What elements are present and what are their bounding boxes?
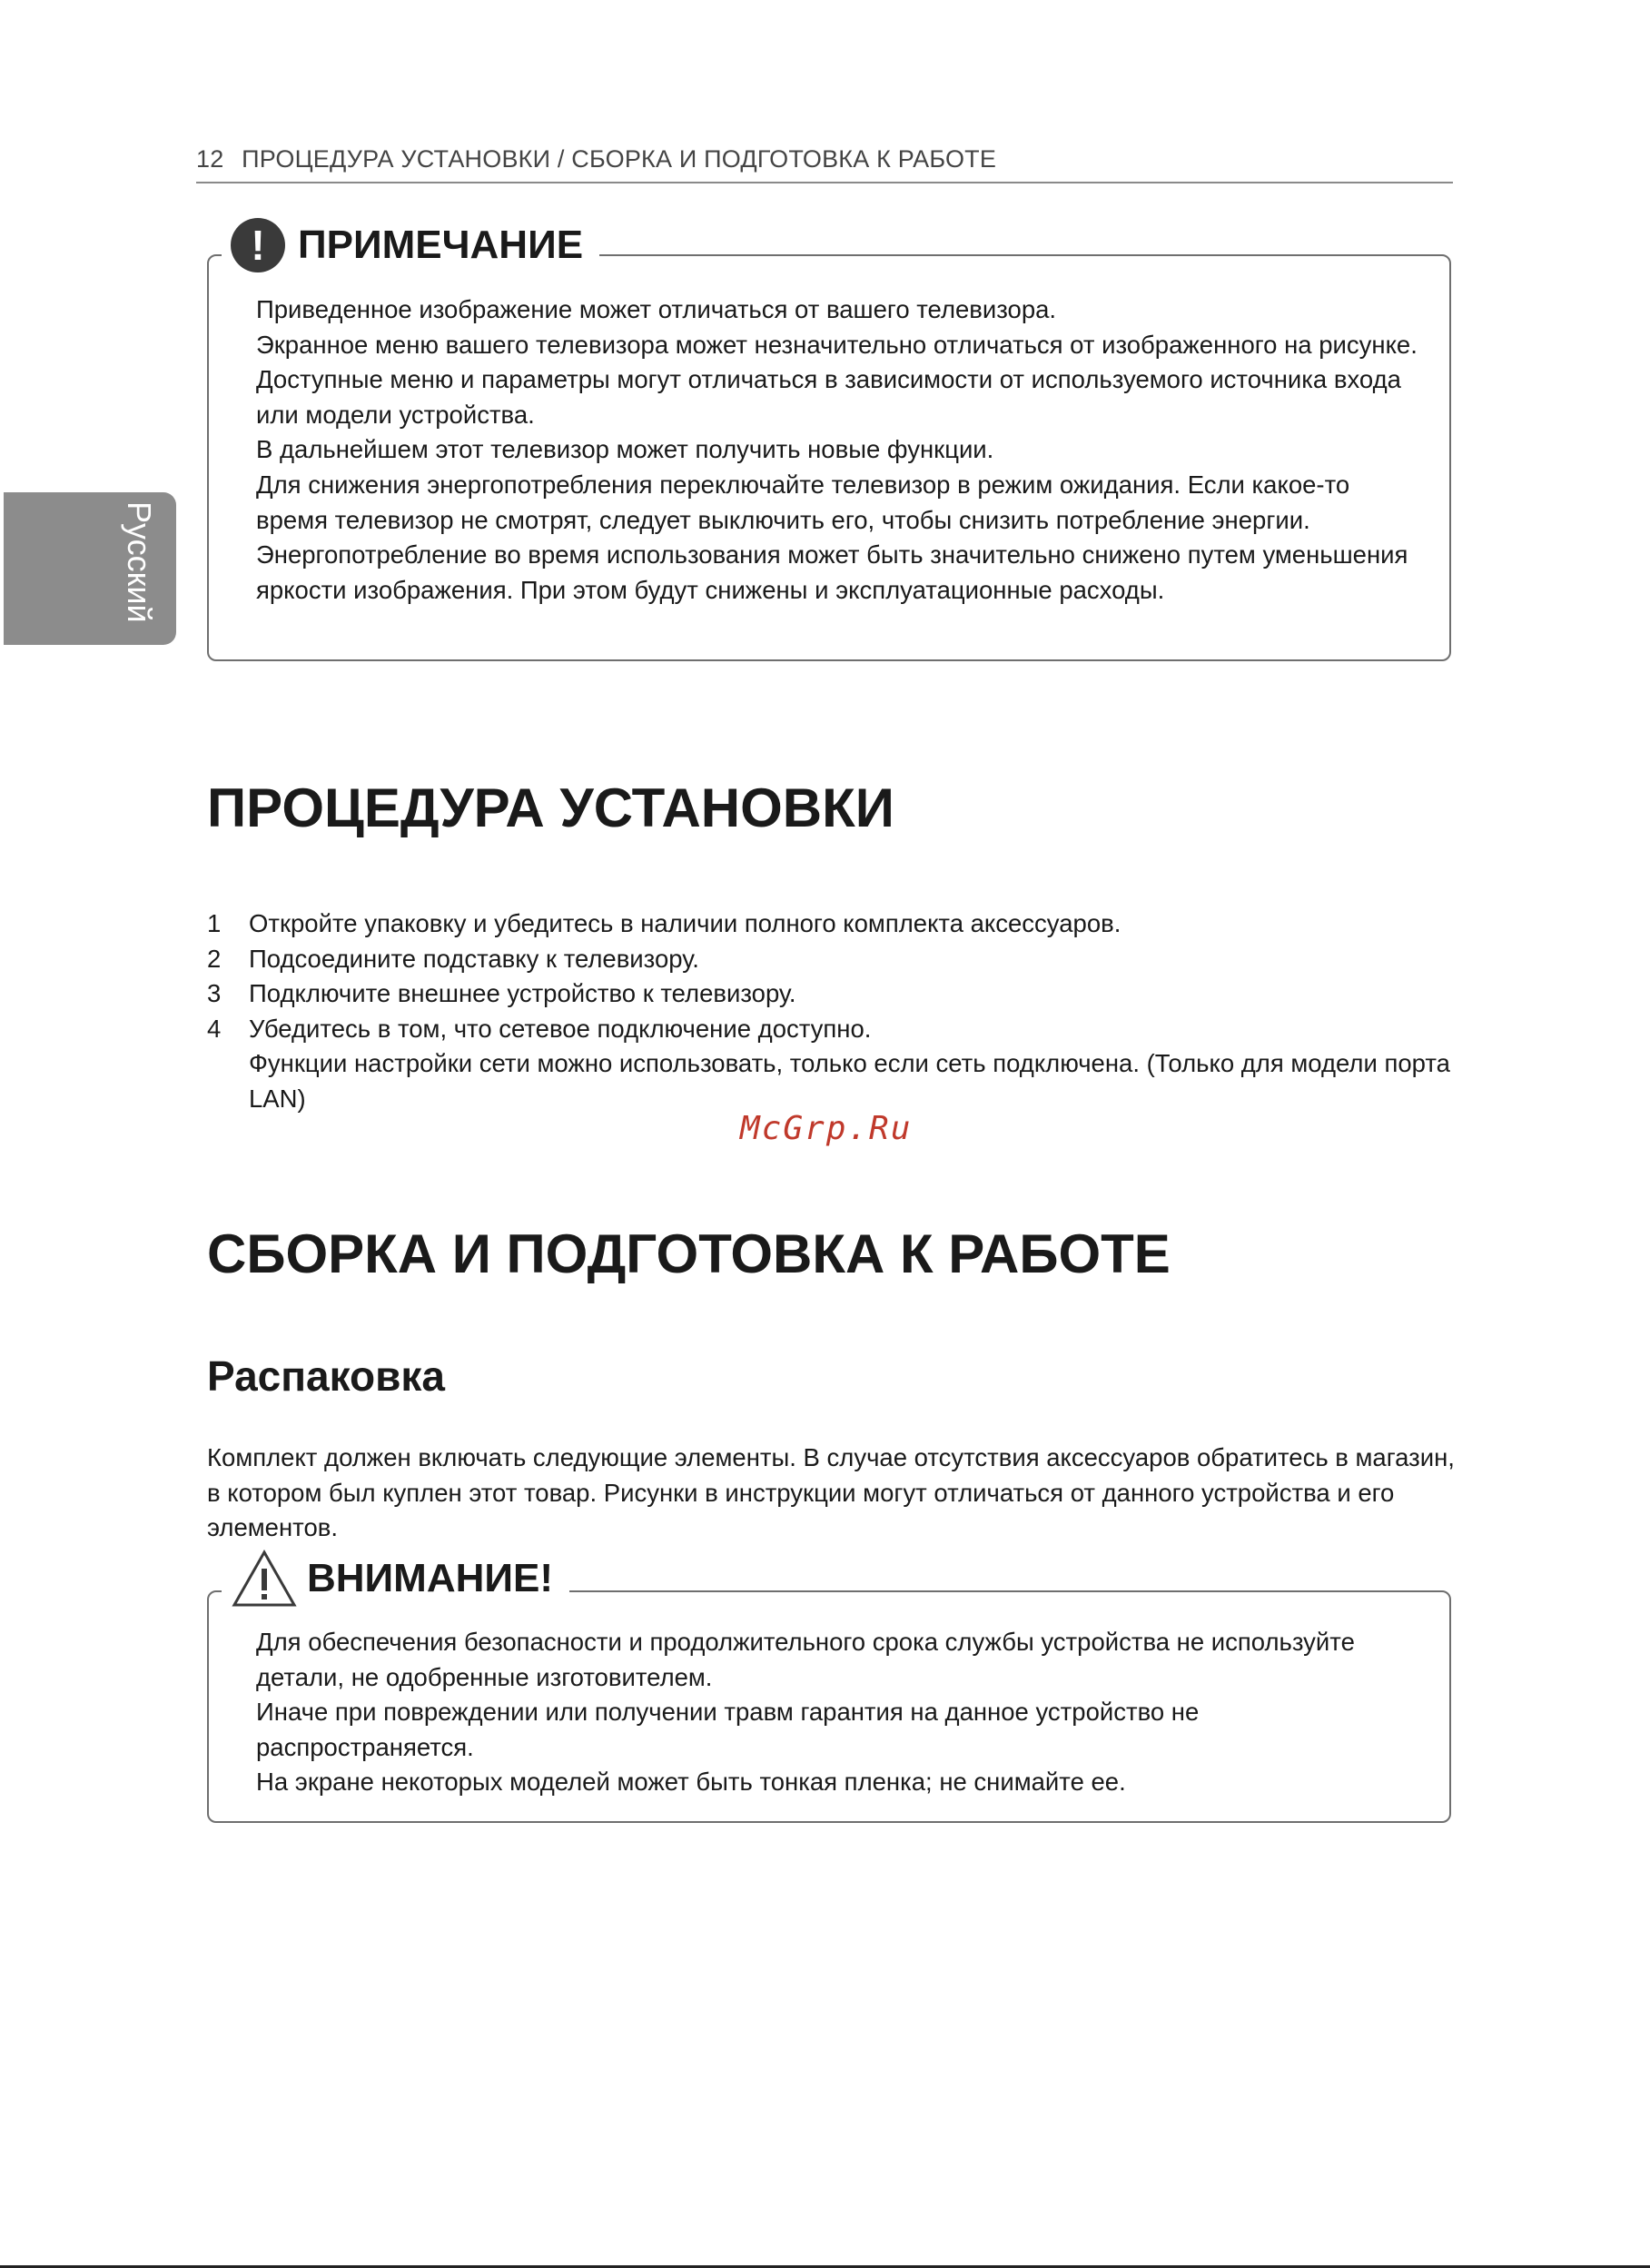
step-item [207, 942, 1460, 977]
header-title: ПРОЦЕДУРА УСТАНОВКИ / СБОРКА И ПОДГОТОВКА К РАБОТЕ [242, 145, 997, 173]
page-header [196, 145, 1453, 183]
section-title-installation: ПРОЦЕДУРА УСТАНОВКИ [207, 777, 894, 838]
caution-line: На экране некоторых моделей может быть тонкая пленка; не снимайте ее. [256, 1768, 1126, 1797]
caution-box [207, 1556, 1451, 1823]
warning-triangle-icon [231, 1549, 298, 1609]
step-item [207, 906, 1460, 942]
caution-line: Иначе при повреждении или получении травм гарантия на данное устройство не распространяется. [256, 1698, 1200, 1761]
step-text: Убедитесь в том, что сетевое подключение доступно. [249, 1014, 872, 1043]
note-header [222, 218, 599, 272]
step-text: Подключите внешнее устройство к телевизору. [249, 979, 796, 1008]
caution-title: ВНИМАНИЕ! [307, 1556, 554, 1600]
note-line: Доступные меню и параметры могут отличаться в зависимости от используемого источника входа или модели устройства. [256, 365, 1401, 429]
caution-line: Для обеспечения безопасности и продолжительного срока службы устройства не используйте детали, не одобренные изготовителем. [256, 1628, 1355, 1691]
note-line: Приведенное изображение может отличаться от вашего телевизора. [256, 295, 1057, 323]
subsection-title-unpacking: Распаковка [207, 1352, 446, 1400]
note-line: Для снижения энергопотребления переключайте телевизор в режим ожидания. Если какое-то время телевизор не смотрят, следует выключить его, чтобы снизить потребление энергии. [256, 470, 1350, 534]
unpacking-paragraph: Комплект должен включать следующие элементы. В случае отсутствия аксессуаров обратитесь в магазин, в котором был куплен этот товар. Рисунки в инструкции могут отличаться от данного устройства и его элементов. [207, 1443, 1455, 1542]
step-item [207, 976, 1460, 1012]
page-number: 12 [196, 145, 224, 173]
exclamation-icon: ! [231, 218, 285, 272]
step-text: Откройте упаковку и убедитесь в наличии полного комплекта аксессуаров. [249, 909, 1121, 937]
language-label: Русский [121, 501, 158, 623]
note-body [256, 292, 1422, 608]
step-note: Функции настройки сети можно использовать, только если сеть подключена. (Только для модели порта LAN) [249, 1049, 1450, 1113]
note-title: ПРИМЕЧАНИЕ [298, 223, 584, 267]
language-side-tab [4, 492, 176, 645]
note-box [207, 222, 1451, 661]
step-number: 2 [207, 944, 222, 973]
note-line: Энергопотребление во время использования может быть значительно снижено путем уменьшения яркости изображения. При этом будут снижены и эксплуатационные расходы. [256, 540, 1408, 604]
note-line: В дальнейшем этот телевизор может получить новые функции. [256, 435, 994, 464]
step-number: 1 [207, 909, 222, 937]
caution-header [222, 1549, 569, 1609]
caution-body [256, 1625, 1422, 1800]
step-text: Подсоедините подставку к телевизору. [249, 944, 699, 973]
step-number: 3 [207, 979, 222, 1008]
step-item [207, 1012, 1460, 1047]
installation-steps [207, 906, 1460, 1117]
section-title-assembly: СБОРКА И ПОДГОТОВКА К РАБОТЕ [207, 1223, 1171, 1284]
note-line: Экранное меню вашего телевизора может незначительно отличаться от изображенного на рисунке. [256, 330, 1418, 359]
watermark-text: McGrp.Ru [740, 1110, 913, 1147]
step-number: 4 [207, 1014, 222, 1043]
